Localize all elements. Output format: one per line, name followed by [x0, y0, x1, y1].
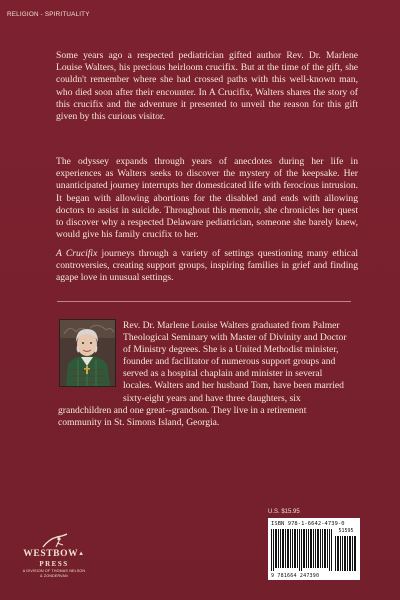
blurb-paragraph-1: Some years ago a respected pediatrician gifted author Rev. Dr. Marlene Louise Walters, his precious heirloom crucifix. But at the time of the gift, she couldn't remember where she had crossed paths with this well-known man, who died soon after their encounter. In A Crucifix, Walters shares the story of this crucifix and the adventure it presented to unveil the reason for this gift given by this curious visitor. — [56, 50, 358, 123]
publisher-division: A DIVISION OF THOMAS NELSON — [22, 569, 86, 573]
barcode — [268, 518, 360, 580]
price-barcode-bars — [335, 536, 357, 571]
publisher-figure-icon — [39, 533, 69, 549]
isbn-label: ISBN 978-1-6642-4739-0 — [271, 521, 345, 527]
isbn-number: 9 781664 247390 — [271, 573, 320, 579]
publisher-name: WESTBOW▲ — [23, 549, 85, 559]
blurb-paragraph-2: The odyssey expands through years of anecdotes during her life in experiences as Walters seeks to discover the mystery of the keepsake. Her unanticipated journey interrupts her domesticated life with ferocious intrusion. It began with allowing abortions for the disabled and ends with allowing doctors to assist in suicide. Throughout this memoir, she chronicles her quest to discover why a respected Delaware pediatrician, someone she barely knew, would give his family crucifix to her. — [56, 156, 358, 241]
price-code: 51595 — [338, 528, 354, 534]
category-label: RELIGION - SPIRITUALITY — [7, 11, 90, 18]
barcode-bars — [271, 529, 333, 571]
blurb-paragraph-3-text: journeys through a variety of settings questioning many ethical controversies, creating support groups, inspiring families in grief and finding agape love in unusual settings. — [56, 248, 358, 284]
section-divider — [57, 301, 351, 302]
blurb-paragraph-3 — [56, 248, 358, 285]
author-photo — [59, 319, 116, 387]
publisher-division-2: & ZONDERVAN — [40, 573, 68, 578]
author-bio-text: Rev. Dr. Marlene Louise Walters graduated from Palmer Theological Seminary with Master of Divinity and Doctor of Ministry degrees. She is a United Methodist minister, founder and facilitator of numerous support groups and served as a hospital chaplain and minister in several locales. Walters and her husband Tom, have been married sixty-eight years and have three daughters, six grandchildren and one great--grandson. They live in a retirement community in St. Simons Island, Georgia. — [58, 320, 347, 428]
publisher-logo — [18, 533, 90, 578]
price-label: U.S. $15.95 — [268, 509, 300, 515]
publisher-name-2: PRESS — [39, 560, 69, 568]
book-title-inline: A Crucifix — [56, 248, 98, 259]
